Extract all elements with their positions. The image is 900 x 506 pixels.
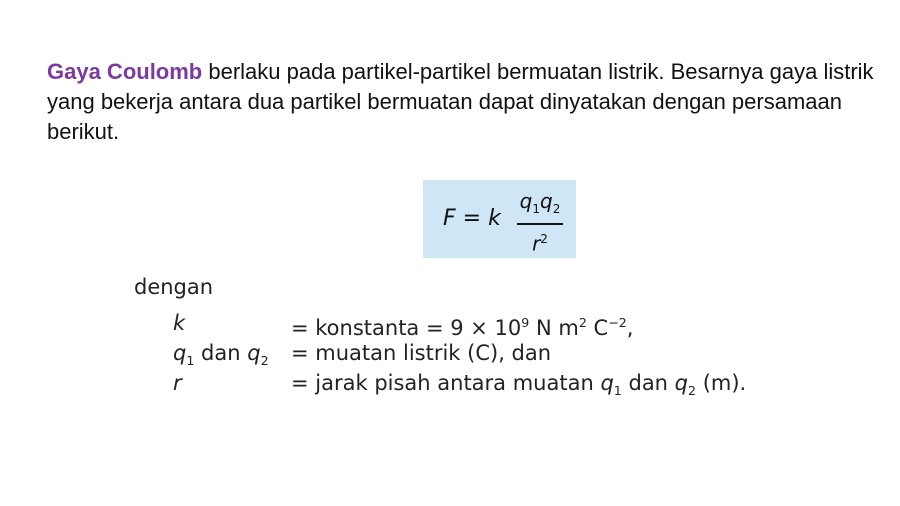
coulomb-formula [443,180,573,258]
r-symbol-text: r [173,371,182,395]
formula-lhs: F = k [443,206,501,231]
r-q2-sub: 2 [688,383,697,399]
r-symbol [173,368,182,398]
formula-box [423,180,576,258]
numerator-q2-sub: 2 [552,202,561,216]
k-symbol-text: k [173,311,186,335]
definition-r [173,368,747,399]
intro-paragraph [47,57,877,147]
denominator-exp: 2 [540,231,548,246]
k-c-exp: −2 [608,315,627,330]
fraction-bar [517,223,563,225]
denominator-r: r [532,231,541,256]
definition-q [173,338,552,369]
q-description: = muatan listrik (C), dan [291,341,552,365]
k-exp: 9 [521,315,530,330]
r-q2: q [674,371,689,395]
formula-numerator [517,188,563,222]
q2-symbol: q [247,341,261,365]
numerator-q1-sub: 1 [532,202,540,216]
k-end: , [626,316,634,340]
gaya-coulomb-term: Gaya Coulomb [47,59,203,84]
formula-fraction [517,188,563,255]
q2-sub: 2 [260,353,269,369]
intro-text: berlaku pada partikel-partikel bermuatan listrik. Besarnya gaya listrik yang bekerja antara dua partikel bermuatan dapat dinyatakan dengan persamaan berikut. [47,59,874,144]
r-q1-sub: 1 [613,383,622,399]
numerator-q1: q [519,189,533,213]
formula-denominator [517,227,563,256]
k-desc-text: = konstanta = 9 × 10 [291,316,522,340]
numerator-q2: q [540,189,553,213]
dengan-label: dengan [134,275,214,299]
k-units: N m [529,316,579,340]
r-description [291,368,746,406]
r-dan: dan [621,371,675,395]
q-dan: dan [194,341,248,365]
q1-symbol: q [173,341,187,365]
q1-sub: 1 [186,353,195,369]
k-symbol [173,308,185,338]
r-q1: q [600,371,614,395]
k-m-exp: 2 [578,315,587,330]
r-end: (m). [696,371,747,395]
r-desc-text: = jarak pisah antara muatan [291,371,601,395]
k-c: C [586,316,609,340]
